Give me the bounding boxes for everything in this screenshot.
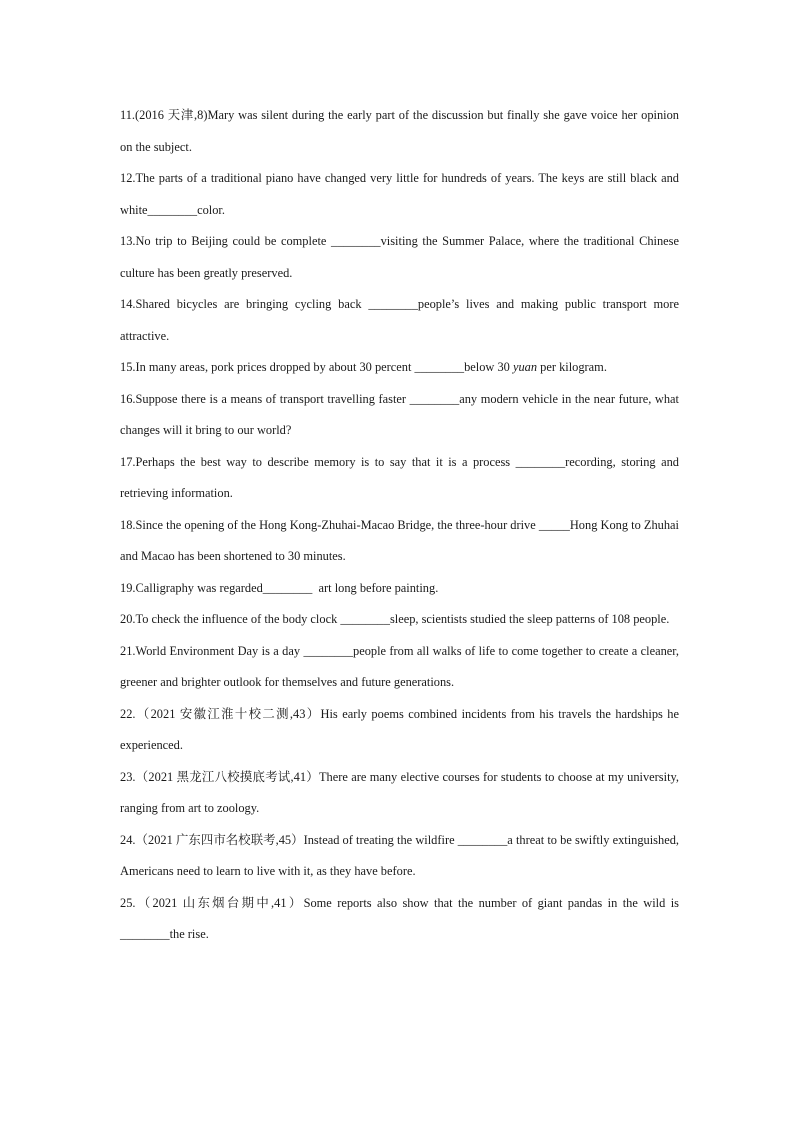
question-25: 25.（2021 山东烟台期中,41）Some reports also show that the number of giant pandas in the wild is ________the rise.: [120, 895, 683, 941]
italic-word: yuan: [512, 360, 538, 374]
answer-blank: ________: [147, 202, 198, 217]
question-15: 15.In many areas, pork prices dropped by about 30 percent ________below 30 yuan per kilogram.: [120, 360, 607, 374]
answer-blank: ________: [409, 391, 460, 406]
question-13: 13.No trip to Beijing could be complete ________visiting the Summer Palace, where the traditional Chinese culture has been greatly preserved.: [120, 234, 683, 280]
question-11: 11.(2016 天津,8)Mary was silent during the early part of the discussion but finally she gave voice her opinion on the subject.: [120, 108, 683, 154]
answer-blank: ________: [120, 927, 170, 941]
question-22: 22.（2021 安徽江淮十校二测,43）His early poems combined incidents from his travels the hardships he experienced.: [120, 706, 683, 752]
answer-blank: ________: [262, 580, 313, 595]
question-19: 19.Calligraphy was regarded________ art long before painting.: [120, 580, 439, 595]
question-18: 18.Since the opening of the Hong Kong-Zhuhai-Macao Bridge, the three-hour drive _____Hong Kong to Zhuhai and Macao has been shortened to 30 minutes.: [120, 517, 683, 563]
question-20: 20.To check the influence of the body clock ________sleep, scientists studied the sleep patterns of 108 people.: [120, 612, 670, 626]
answer-blank: ________: [340, 612, 390, 626]
question-list: [120, 100, 692, 951]
question-16: 16.Suppose there is a means of transport travelling faster ________any modern vehicle in the near future, what changes will it bring to our world?: [120, 391, 683, 437]
answer-blank: ________: [414, 360, 465, 374]
question-24: 24.（2021 广东四市名校联考,45）Instead of treating the wildfire ________a threat to be swiftly extinguished, Americans need to learn to live with it, as they have before.: [120, 832, 682, 878]
answer-blank: _____: [538, 517, 570, 532]
answer-blank: ________: [457, 832, 508, 847]
question-21: 21.World Environment Day is a day ________people from all walks of life to come together to create a cleaner, greener and brighter outlook for themselves and future generations.: [120, 643, 683, 689]
answer-blank: ________: [303, 643, 354, 658]
answer-blank: ________: [368, 297, 418, 311]
question-23: 23.（2021 黑龙江八校摸底考试,41）There are many elective courses for students to choose at my university, ranging from art to zoology.: [120, 769, 683, 815]
question-14: 14.Shared bicycles are bringing cycling back ________people’s lives and making public transport more attractive.: [120, 297, 683, 343]
question-12: 12.The parts of a traditional piano have changed very little for hundreds of years. The keys are still black and white________color.: [120, 171, 692, 217]
answer-blank: ________: [515, 454, 566, 469]
answer-blank: ________: [331, 234, 381, 248]
question-17: 17.Perhaps the best way to describe memory is to say that it is a process ________recording, storing and retrieving information.: [120, 454, 683, 500]
